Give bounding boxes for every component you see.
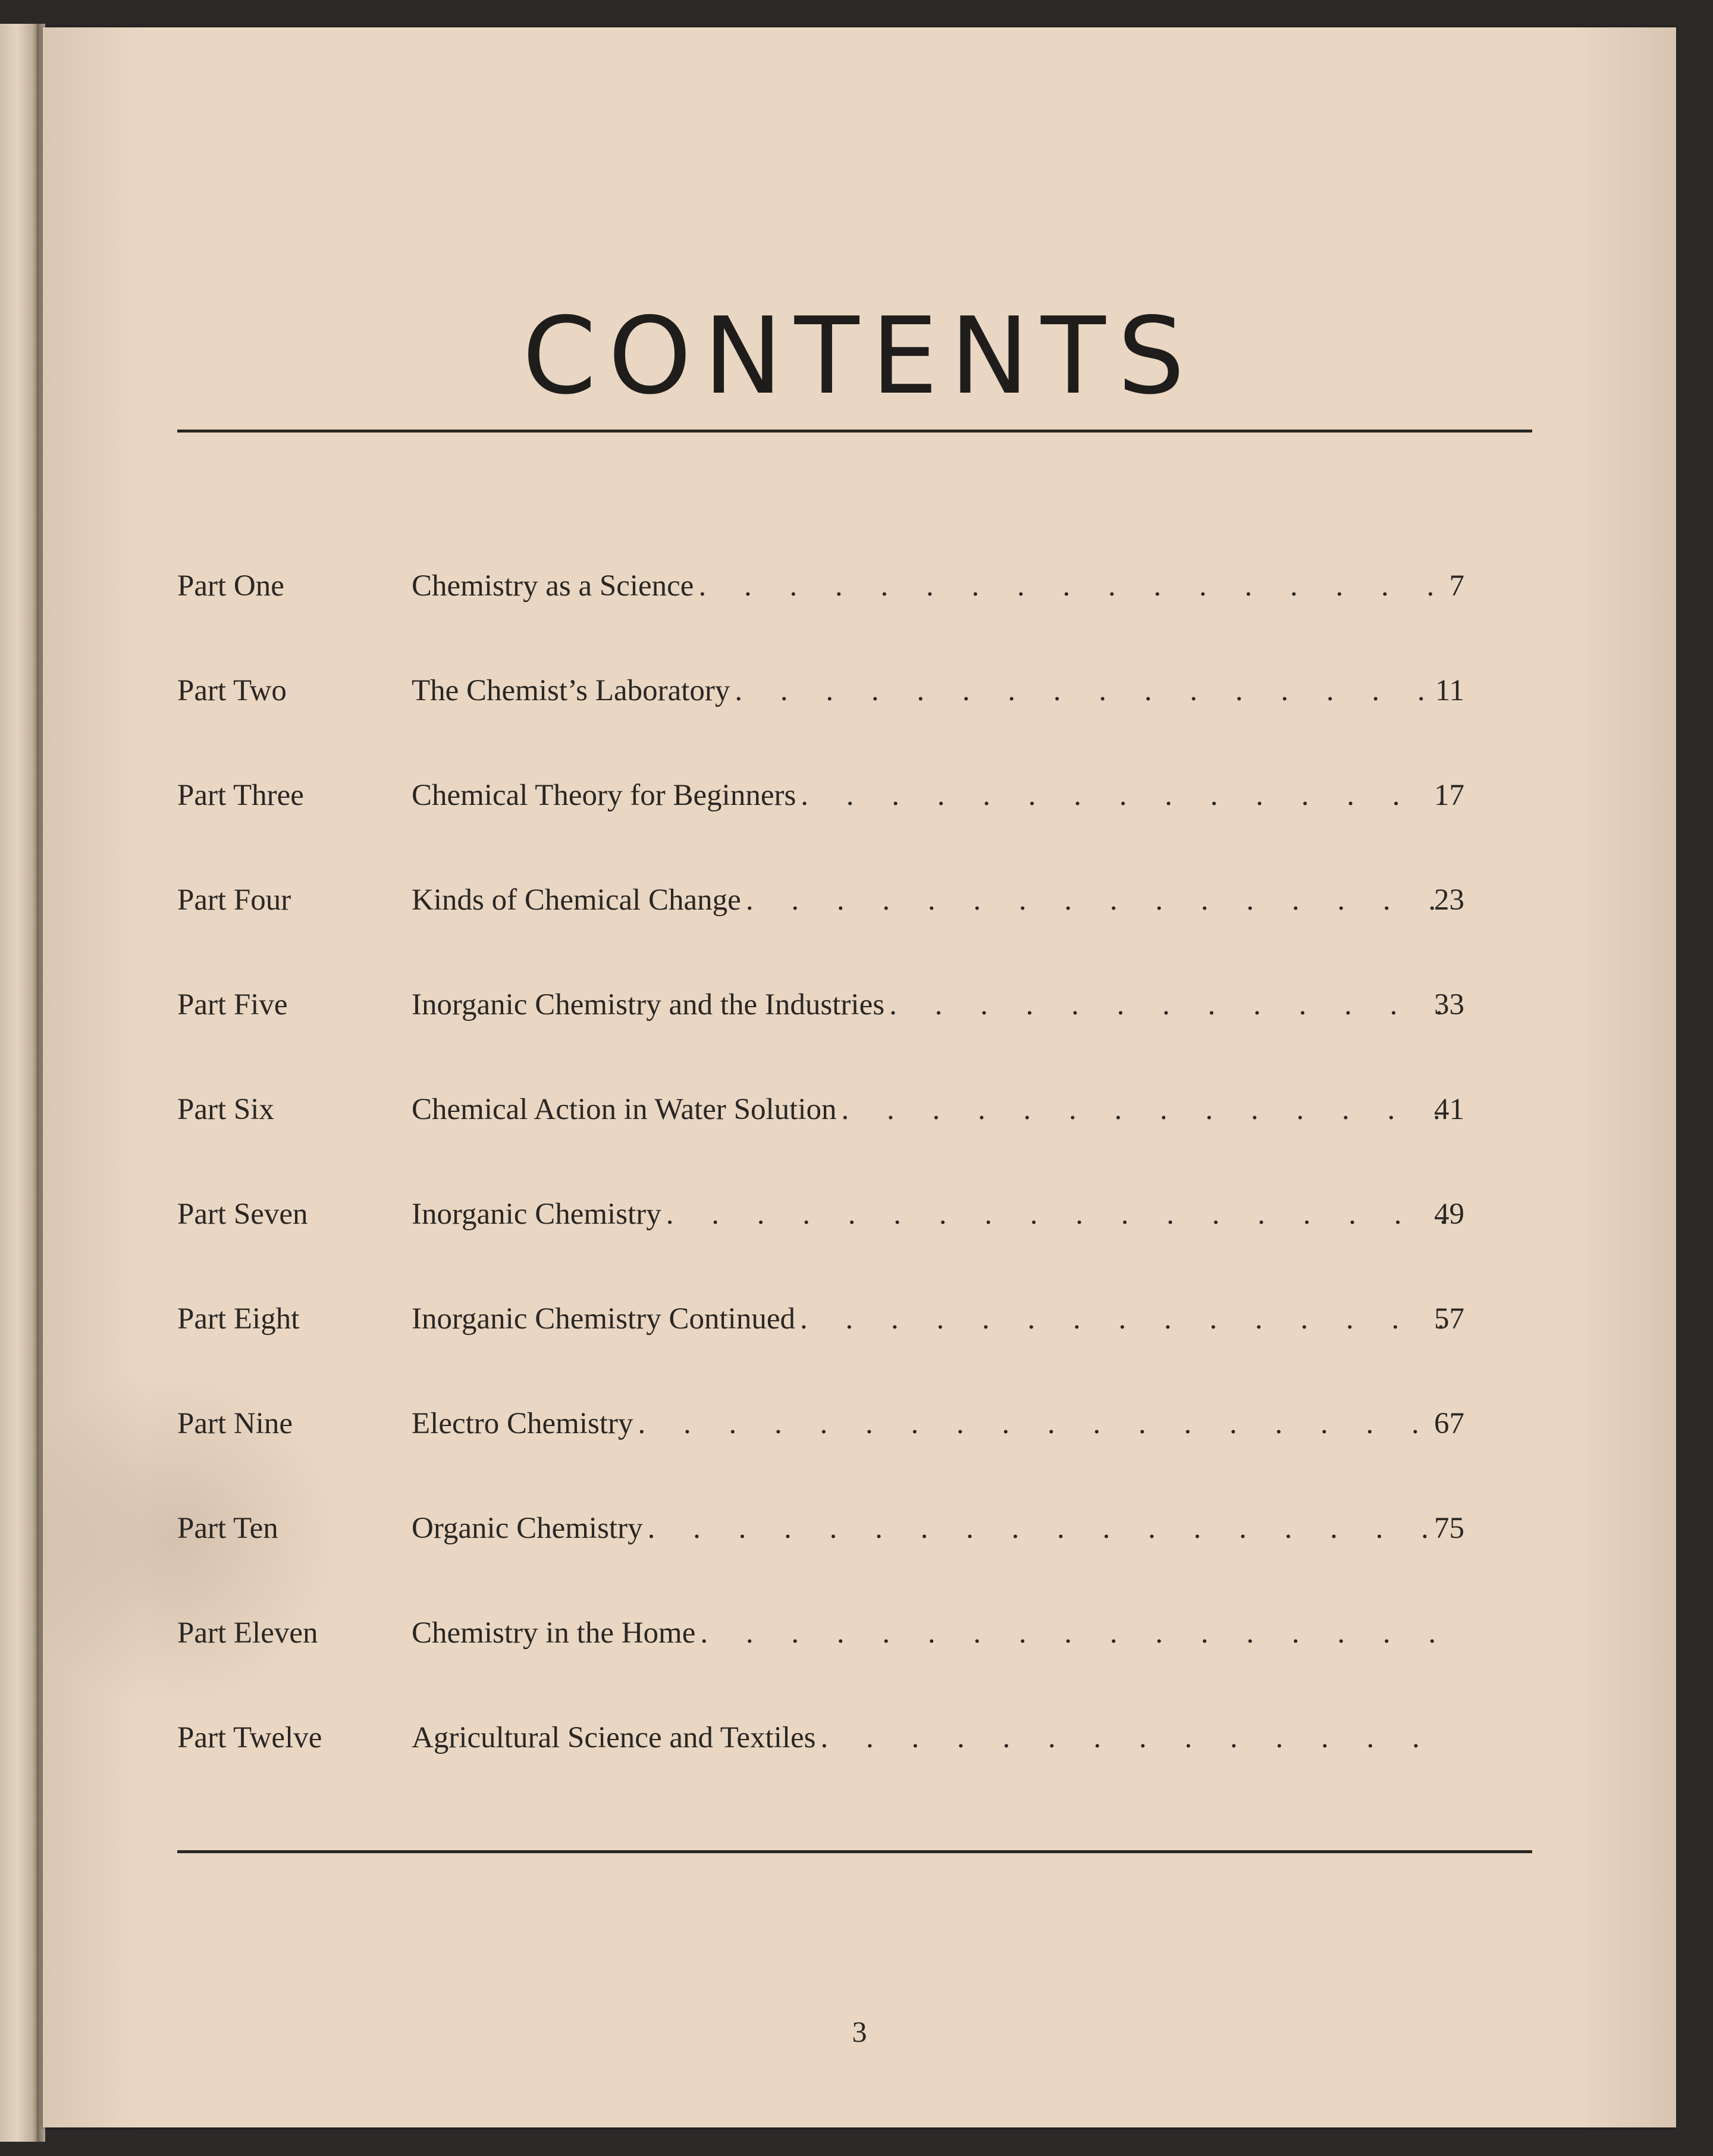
toc-part-label: Part Three [177, 779, 304, 812]
toc-part-label: Part Twelve [177, 1721, 322, 1754]
toc-entry-title: Chemistry as a Science [412, 569, 694, 603]
dot-leader [698, 569, 1458, 603]
toc-part-label: Part Eight [177, 1302, 300, 1336]
toc-part-label: Part Eleven [177, 1616, 318, 1650]
table-of-contents [43, 27, 1676, 2127]
toc-row [43, 1302, 1676, 1373]
toc-entry-title: Electro Chemistry [412, 1407, 633, 1440]
toc-part-label: Part Six [177, 1093, 274, 1126]
toc-entry-title: Kinds of Chemical Change [412, 883, 741, 917]
toc-page-number: 33 [1434, 988, 1464, 1021]
dot-leader [842, 1092, 1458, 1127]
toc-page-number: 75 [1434, 1512, 1464, 1545]
toc-entry-title: Chemical Theory for Beginners [412, 779, 796, 812]
toc-page-number: 23 [1434, 883, 1464, 917]
toc-part-label: Part Nine [177, 1407, 293, 1440]
toc-row [43, 569, 1676, 640]
toc-part-label: Part Four [177, 883, 291, 917]
toc-part-label: Part Seven [177, 1198, 308, 1231]
dot-leader [648, 1511, 1458, 1546]
toc-page-number: 7 [1449, 569, 1464, 603]
toc-row [43, 673, 1676, 745]
toc-entry-title: The Chemist’s Laboratory [412, 674, 730, 707]
toc-row [43, 1092, 1676, 1164]
toc-entry-title: Chemical Action in Water Solution [412, 1093, 837, 1126]
toc-part-label: Part One [177, 569, 284, 603]
toc-page-number: 17 [1434, 779, 1464, 812]
dot-leader [746, 883, 1458, 917]
toc-row [43, 1406, 1676, 1478]
toc-row [43, 1616, 1676, 1687]
dot-leader [800, 1302, 1458, 1336]
toc-page-number: 57 [1434, 1302, 1464, 1336]
toc-page-number: 67 [1434, 1407, 1464, 1440]
dot-leader [801, 778, 1458, 813]
dot-leader [700, 1616, 1458, 1650]
toc-row [43, 883, 1676, 954]
toc-row [43, 1721, 1676, 1792]
dot-leader [821, 1721, 1458, 1755]
toc-entry-title: Inorganic Chemistry Continued [412, 1302, 795, 1336]
toc-entry-title: Chemistry in the Home [412, 1616, 696, 1650]
toc-part-label: Part Five [177, 988, 288, 1021]
toc-page-number: 11 [1435, 674, 1464, 707]
dot-leader [638, 1406, 1459, 1441]
bottom-rule [177, 1850, 1532, 1853]
dot-leader [666, 1197, 1458, 1231]
toc-entry-title: Inorganic Chemistry and the Industries [412, 988, 885, 1021]
page-title: CONTENTS [522, 294, 1197, 418]
toc-row [43, 1511, 1676, 1582]
dot-leader [889, 988, 1458, 1022]
toc-row [43, 778, 1676, 850]
contents-page [43, 27, 1676, 2127]
toc-entry-title: Inorganic Chemistry [412, 1198, 661, 1231]
toc-page-number: 41 [1434, 1093, 1464, 1126]
toc-part-label: Part Two [177, 674, 287, 707]
page-number: 3 [852, 2015, 867, 2048]
toc-part-label: Part Ten [177, 1512, 278, 1545]
dot-leader [735, 673, 1458, 708]
toc-page-number: 49 [1434, 1198, 1464, 1231]
toc-entry-title: Organic Chemistry [412, 1512, 643, 1545]
toc-entry-title: Agricultural Science and Textiles [412, 1721, 816, 1754]
toc-row [43, 1197, 1676, 1268]
previous-page-edge [0, 24, 38, 2142]
toc-row [43, 988, 1676, 1059]
